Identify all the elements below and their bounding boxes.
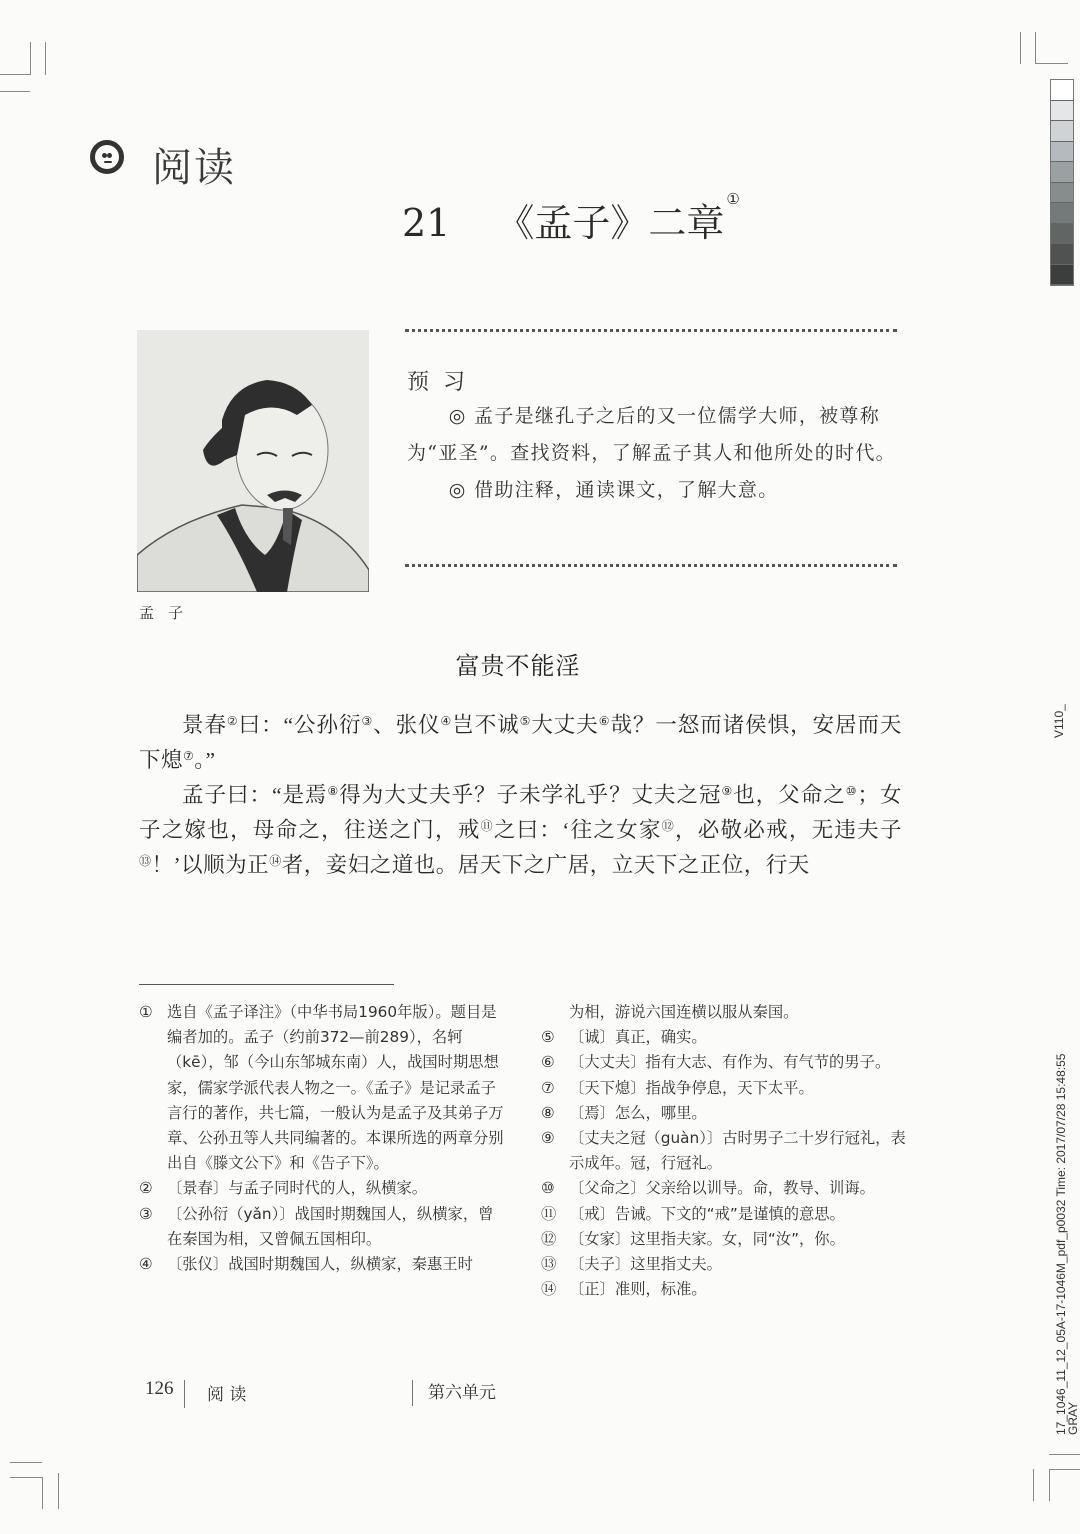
page-number: 126 (145, 1378, 174, 1399)
footer-divider (184, 1380, 185, 1408)
footnote-text: 选自《孟子译注》（中华书局1960年版）。题目是编者加的。孟子（约前372—前289），名轲（kē），邹（今山东邹城东南）人，战国时期思想家，儒家学派代表人物之一。《孟子》是记录孟子言行的著作，共七篇，一般认为是孟子及其弟子万章、公孙丑等人共同编著的。本课所选的两章分别出自《滕文公下》和《告子下》。 (167, 1003, 504, 1173)
footnote-number: ⑪ (541, 1204, 557, 1223)
lesson-title (402, 192, 740, 247)
gray-scale-cell (1051, 244, 1073, 265)
gray-scale-cell (1051, 101, 1073, 122)
gray-scale-cell (1051, 203, 1073, 224)
chapter-title: 富贵不能淫 (455, 652, 581, 680)
gray-scale-cell (1051, 162, 1073, 183)
footnote-ref[interactable]: ① (726, 190, 740, 208)
footnote-item (541, 1252, 911, 1277)
footnote-text: 〔女家〕这里指夫家。女，同“汝”，你。 (569, 1229, 845, 1248)
footnote-number: ⑭ (541, 1280, 557, 1299)
chapter-body (139, 708, 902, 883)
lesson-number: 21 (402, 201, 451, 245)
footnote-item (541, 1126, 911, 1176)
footnote-ref[interactable]: ⑬ (139, 854, 152, 868)
footnote-number: ① (139, 1003, 153, 1021)
footnote-item (541, 1277, 911, 1302)
footnote-text: 〔父命之〕父亲给以训导。命，教导、训诲。 (569, 1179, 875, 1198)
footnote-item (541, 1101, 911, 1126)
gray-scale-bar (1050, 79, 1074, 286)
crop-mark (1035, 63, 1068, 64)
footnote-item (139, 1000, 504, 1176)
footnote-number: ⑥ (541, 1053, 555, 1072)
crop-mark (10, 1462, 42, 1463)
print-slug-version: V110_ (1052, 704, 1066, 738)
crop-mark (45, 42, 46, 75)
footnote-ref[interactable]: ⑤ (519, 714, 532, 728)
footnote-text: 〔夫子〕这里指丈夫。 (569, 1255, 722, 1274)
footnote-ref[interactable]: ⑧ (327, 784, 340, 798)
footnote-text: 〔公孙衍（yǎn）〕战国时期魏国人，纵横家，曾在秦国为相，又曾佩五国相印。 (167, 1204, 494, 1248)
footnote-text: 〔诚〕真正，确实。 (569, 1028, 707, 1047)
footnote-item (541, 1076, 911, 1101)
crop-mark (1049, 1469, 1080, 1470)
footnote-ref[interactable]: ⑫ (661, 819, 675, 833)
footnote-number: ⑨ (541, 1129, 555, 1148)
crop-mark (1020, 32, 1021, 64)
footnote-ref[interactable]: ⑩ (845, 784, 858, 798)
footnotes-left-column (139, 1000, 504, 1277)
footnote-ref[interactable]: ⑨ (721, 784, 734, 798)
dotted-divider (405, 329, 897, 332)
preview-item: ◎ 借助注释，通读课文，了解大意。 (448, 479, 779, 501)
footnote-number: ⑩ (541, 1179, 555, 1198)
body-paragraph: 景春②曰：“公孙衍③、张仪④岂不诚⑤大丈夫⑥哉？一怒而诸侯惧，安居而天下熄⑦。” (139, 713, 902, 772)
dotted-divider (405, 564, 897, 567)
footnotes-right-column (541, 1000, 911, 1302)
footnote-ref[interactable]: ⑥ (598, 714, 611, 728)
footnote-text: 〔戒〕告诫。下文的“戒”是谨慎的意思。 (569, 1204, 845, 1223)
gray-scale-cell (1051, 142, 1073, 163)
footnote-number: ⑬ (541, 1255, 557, 1274)
crop-mark (10, 1477, 42, 1478)
footnote-item (541, 1025, 911, 1050)
crop-mark (0, 91, 30, 92)
print-slug-gray: GRAY (1066, 1401, 1080, 1435)
footnote-item (541, 1050, 911, 1075)
footnote-number: ⑫ (541, 1229, 557, 1248)
footnote-item (139, 1176, 504, 1201)
crop-mark (42, 1477, 43, 1509)
footnote-number: ⑦ (541, 1078, 555, 1097)
footnote-item (139, 1252, 504, 1277)
footnote-item (139, 1202, 504, 1252)
crop-mark (1049, 1469, 1050, 1501)
gray-scale-cell (1051, 224, 1073, 245)
footnote-divider (139, 984, 394, 985)
gray-scale-cell (1051, 121, 1073, 142)
footnote-ref[interactable]: ② (226, 714, 239, 728)
footnote-continuation: 为相，游说六国连横以服从秦国。 (569, 1003, 799, 1021)
crop-mark (1033, 1469, 1034, 1501)
footnote-text: 〔景春〕与孟子同时代的人，纵横家。 (167, 1179, 428, 1198)
smiley-face-icon (90, 140, 124, 174)
portrait-caption: 孟子 (139, 604, 198, 622)
lesson-title-text: 《孟子》二章 (496, 201, 725, 245)
footnote-ref[interactable]: ⑭ (269, 854, 282, 868)
footnote-number: ② (139, 1179, 153, 1198)
preview-item: ◎ 孟子是继孔子之后的又一位儒学大师，被尊称为“亚圣”。查找资料，了解孟子其人和他所处的时代。 (407, 405, 896, 464)
footnote-text: 〔大丈夫〕指有大志、有作为、有气节的男子。 (569, 1053, 891, 1072)
footnote-number: ③ (139, 1204, 153, 1223)
gray-scale-cell (1051, 183, 1073, 204)
preview-body (407, 398, 899, 509)
footer-divider (412, 1380, 413, 1406)
footnote-ref[interactable]: ⑦ (183, 749, 195, 763)
footer-section: 阅 读 (207, 1385, 247, 1405)
mencius-portrait-image (137, 330, 369, 592)
section-label: 阅读 (152, 145, 236, 191)
crop-mark (30, 42, 31, 75)
crop-mark (1049, 1454, 1080, 1455)
footer-unit: 第六单元 (428, 1383, 496, 1403)
crop-mark (58, 1473, 59, 1509)
footnote-item (541, 1227, 911, 1252)
footnote-number: ⑤ (541, 1028, 555, 1047)
footnote-text: 〔丈夫之冠（guàn）〕古时男子二十岁行冠礼，表示成年。冠，行冠礼。 (569, 1129, 906, 1173)
print-slug-job: 17_1046_11_12_05A-17-1046M_pdf_p0032 Time: 2017/07/28 15:48:55 (1054, 1053, 1068, 1435)
footnote-text: 〔张仪〕战国时期魏国人，纵横家，秦惠王时 (167, 1255, 473, 1274)
footnote-ref[interactable]: ⑪ (480, 819, 494, 833)
footnote-text: 〔焉〕怎么，哪里。 (569, 1103, 707, 1122)
gray-scale-cell (1051, 80, 1073, 101)
footnote-text: 〔正〕准则，标准。 (569, 1280, 707, 1299)
footnote-item (541, 1176, 911, 1201)
gray-scale-cell (1051, 265, 1073, 286)
footnote-number: ⑧ (541, 1103, 555, 1122)
footnote-ref[interactable]: ③ (361, 714, 374, 728)
crop-mark (1035, 32, 1036, 64)
footnote-text: 〔天下熄〕指战争停息，天下太平。 (569, 1078, 814, 1097)
body-paragraph: 孟子曰：“是焉⑧得为大丈夫乎？子未学礼乎？丈夫之冠⑨也，父命之⑩；女子之嫁也，母命之，往送之门，戒⑪之曰：‘往之女家⑫，必敬必戒，无违夫子⑬！’以顺为正⑭者，妾妇之道也。居天下之广居，立天下之正位，行天 (139, 783, 902, 877)
preview-title: 预习 (407, 370, 480, 395)
footnote-item (541, 1202, 911, 1227)
crop-mark (0, 74, 30, 75)
footnote-number: ④ (139, 1255, 153, 1274)
footnote-ref[interactable]: ④ (440, 714, 453, 728)
